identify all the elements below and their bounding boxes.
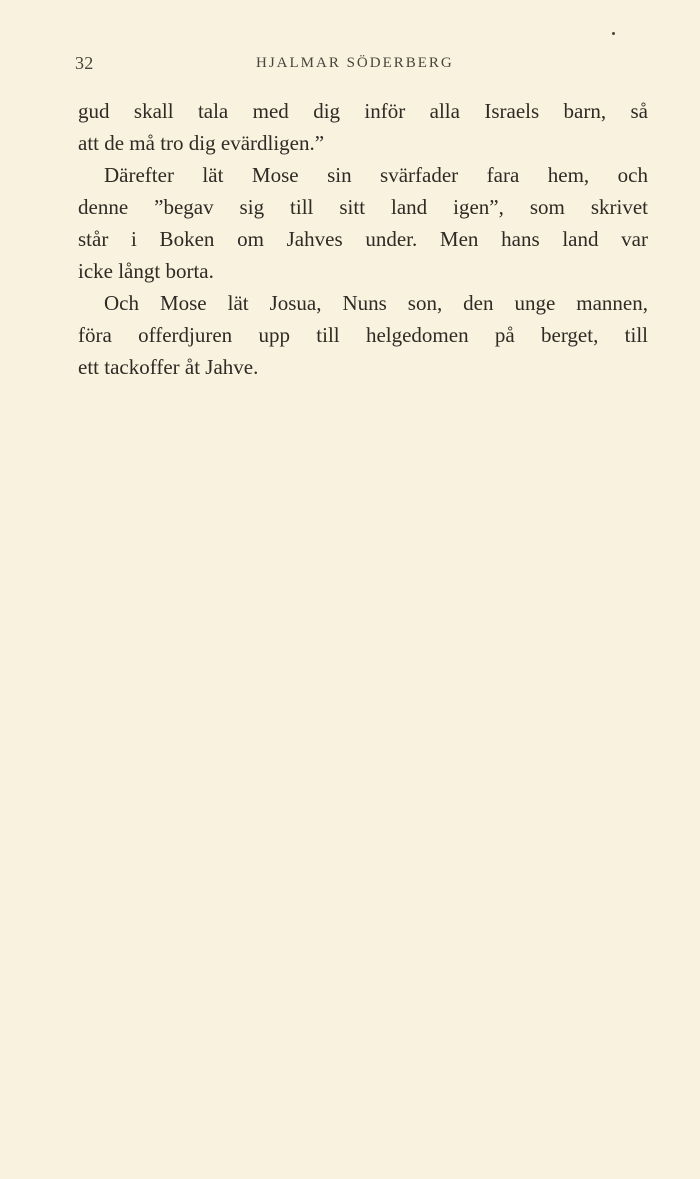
text-line: står i Boken om Jahves under. Men hans land var bbox=[78, 227, 648, 251]
paper-speck bbox=[612, 32, 615, 35]
text-line: att de må tro dig evärdligen.” bbox=[78, 131, 325, 155]
text-line: Och Mose lät Josua, Nuns son, den unge mannen, bbox=[104, 291, 648, 315]
paragraph bbox=[78, 159, 648, 287]
text-line: föra offerdjuren upp till helgedomen på berget, till bbox=[78, 323, 648, 347]
text-line: ett tackoffer åt Jahve. bbox=[78, 355, 259, 379]
text-line: denne ”begav sig till sitt land igen”, som skrivet bbox=[78, 195, 648, 219]
paragraph bbox=[78, 287, 648, 383]
text-line: Därefter lät Mose sin svärfader fara hem, och bbox=[104, 163, 648, 187]
page-number: 32 bbox=[75, 53, 94, 73]
paragraph bbox=[78, 95, 648, 159]
text-line: gud skall tala med dig inför alla Israels barn, så bbox=[78, 99, 648, 123]
text-line: icke långt borta. bbox=[78, 259, 214, 283]
body-text bbox=[78, 95, 648, 383]
running-head: HJALMAR SÖDERBERG bbox=[256, 55, 454, 71]
